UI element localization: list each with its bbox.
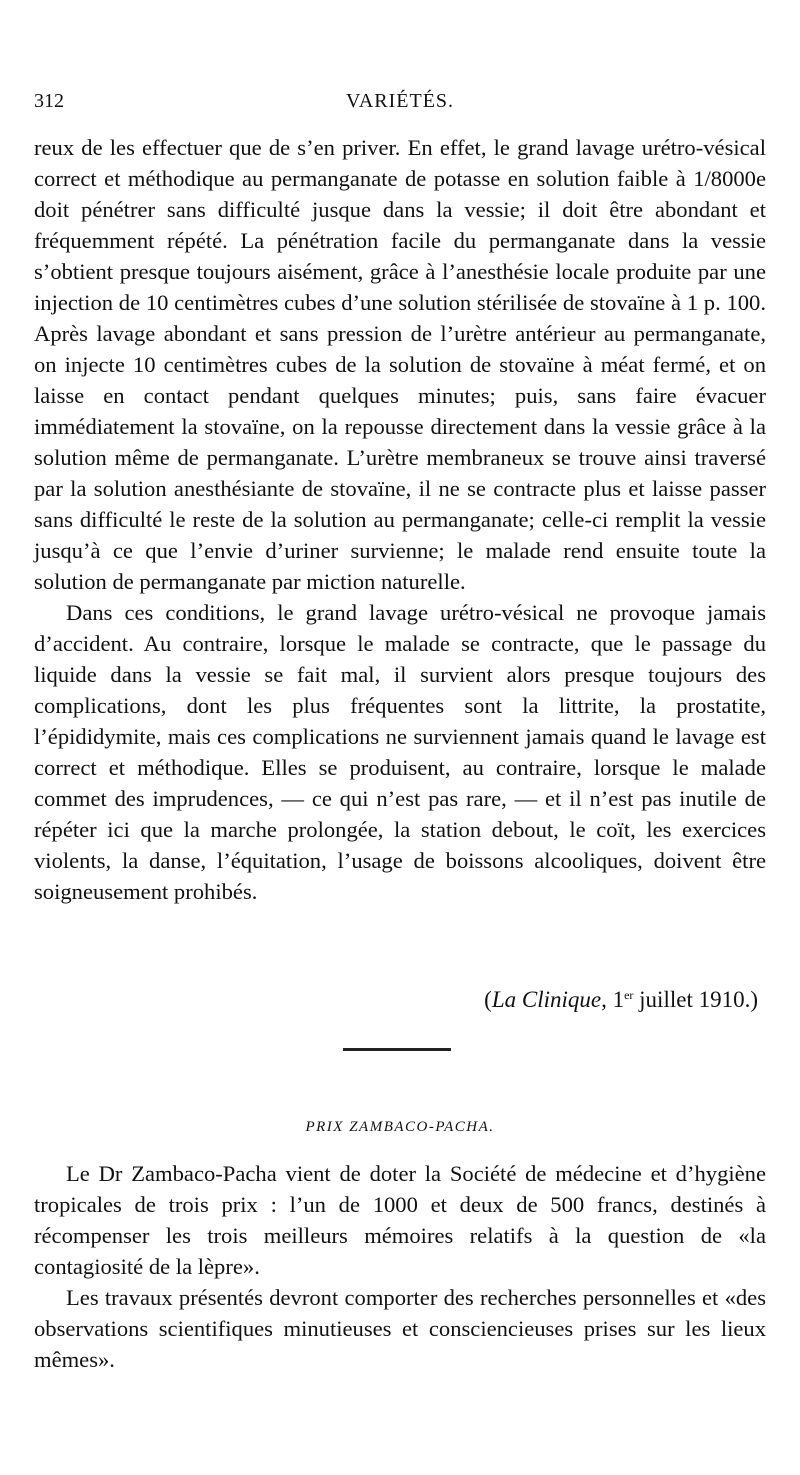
section-paragraph: Le Dr Zambaco-Pacha vient de doter la Société de médecine et d’hygiène tropicales de trois prix : l’un de 1000 et deux de 500 francs, destinés à récompenser les trois meilleurs mémoires relatifs à la question de «la contagiosité de la lèpre». [34,1161,766,1279]
section-divider [343,1048,451,1051]
article-paragraph: Dans ces conditions, le grand lavage urétro-vésical ne provoque jamais d’accident. Au contraire, lorsque le malade se contracte, que le passage du liquide dans la vessie se fait mal, il survient alors presque toujours des complications, dont les plus fréquentes sont la littrite, la prostatite, l’épididymite, mais ces complications ne surviennent jamais quand le lavage est correct et méthodique. Elles se produisent, au contraire, lorsque le malade commet des imprudences, — ce qui n’est pas rare, — et il n’est pas inutile de répéter ici que la marche prolongée, la station debout, le coït, les exercices violents, la danse, l’équitation, l’usage de boissons alcooliques, doivent être soigneusement prohibés. [34,600,766,904]
citation-journal: La Clinique, [491,987,607,1012]
citation-date: juillet 1910.) [639,987,758,1012]
running-title: VARIÉTÉS. [345,90,455,112]
page-header [34,90,766,120]
page-number: 312 [34,90,64,112]
citation-day-suffix: er [624,988,634,1002]
source-citation [484,980,758,1015]
article-body [34,132,766,907]
section-body [34,1158,766,1375]
article-paragraph: reux de les effectuer que de s’en priver. En effet, le grand lavage urétro-vésical correct et méthodique au permanganate de potasse en solution faible à 1/8000e doit pénétrer sans difficulté jusque dans la vessie; il doit être abondant et fréquemment répété. La pénétration facile du permanganate dans la vessie s’obtient presque toujours aisément, grâce à l’anesthésie locale produite par une injection de 10 centimètres cubes d’une solution stérilisée de stovaïne à 1 p. 100. Après lavage abondant et sans pression de l’urètre antérieur au permanganate, on injecte 10 centimètres cubes de la solution de stovaïne à méat fermé, et on laisse en contact pendant quelques minutes; puis, sans faire évacuer immédiatement la stovaïne, on la repousse directement dans la vessie grâce à la solution même de permanganate. L’urètre membraneux se trouve ainsi traversé par la solution anesthésiante de stovaïne, il ne se contracte plus et laisse passer sans difficulté le reste de la solution au permanganate; celle-ci remplit la vessie jusqu’à ce que l’envie d’uriner survienne; le malade rend ensuite toute la solution de permanganate par miction naturelle. [34,135,766,594]
section-title: PRIX ZAMBACO-PACHA. [305,1119,495,1135]
citation-day: 1 [612,987,625,1012]
citation-open-paren: ( [484,987,492,1012]
section-paragraph: Les travaux présentés devront comporter des recherches personnelles et «des observations scientifiques minutieuses et consciencieuses prises sur les lieux mêmes». [34,1285,766,1372]
